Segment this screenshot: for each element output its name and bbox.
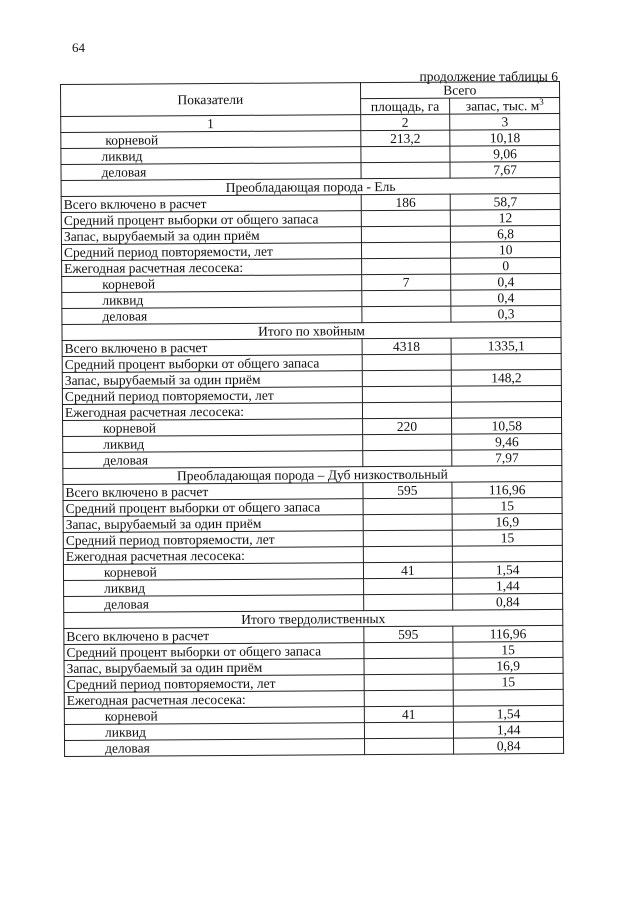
row-stock: 6,8 — [451, 225, 561, 242]
row-area — [363, 578, 453, 595]
row-indicator: Ежегодная расчетная лесосека: — [64, 691, 364, 709]
header-stock — [450, 97, 560, 114]
row-area — [362, 434, 452, 451]
row-area: 7 — [361, 274, 451, 291]
row-area — [363, 642, 453, 659]
row-indicator: корневой — [64, 707, 364, 725]
row-area — [363, 498, 453, 515]
row-area — [363, 530, 453, 547]
row-stock: 0,4 — [451, 289, 561, 306]
row-indicator: Всего включено в расчет — [62, 339, 362, 357]
column-number-2: 2 — [360, 114, 450, 131]
row-indicator: корневой — [62, 275, 362, 293]
row-area — [362, 402, 452, 419]
row-area — [363, 546, 453, 563]
header-area: площадь, га — [360, 98, 450, 115]
row-indicator: Средний период повторяемости, лет — [61, 243, 361, 261]
row-stock: 116,96 — [453, 625, 563, 642]
row-area: 595 — [362, 482, 452, 499]
row-area: 213,2 — [360, 130, 450, 147]
row-indicator: Запас, вырубаемый за один приём — [62, 371, 362, 389]
row-area — [361, 290, 451, 307]
row-area: 220 — [362, 418, 452, 435]
row-area — [363, 514, 453, 531]
row-stock: 15 — [453, 673, 563, 690]
row-indicator: Всего включено в расчет — [63, 483, 363, 501]
row-area: 4318 — [362, 338, 452, 355]
row-indicator: Всего включено в расчет — [64, 627, 364, 645]
row-area — [364, 690, 454, 707]
row-area — [362, 370, 452, 387]
row-stock: 10,58 — [452, 417, 562, 434]
row-stock: 1,44 — [454, 721, 564, 738]
row-area — [361, 242, 451, 259]
row-stock: 9,06 — [450, 145, 560, 162]
row-indicator: Средний процент выборки от общего запаса — [64, 643, 364, 661]
row-stock — [452, 385, 562, 402]
section-title: Преобладающая порода – Дуб низкоствольный — [63, 465, 562, 484]
row-indicator: Средний процент выборки от общего запаса — [61, 211, 361, 229]
row-indicator: деловая — [64, 595, 364, 613]
row-indicator: Средний период повторяемости, лет — [63, 531, 363, 549]
row-indicator: ликвид — [63, 435, 363, 453]
section-title: Итого твердолиственных — [64, 609, 563, 628]
row-area — [361, 210, 451, 227]
row-indicator: Ежегодная расчетная лесосека: — [63, 547, 363, 565]
row-stock: 0,84 — [454, 737, 564, 754]
forest-data-table — [60, 81, 564, 757]
header-total: Всего — [360, 81, 560, 98]
row-area — [363, 594, 453, 611]
row-indicator: ликвид — [64, 723, 364, 741]
row-area — [364, 658, 454, 675]
row-indicator: Ежегодная расчетная лесосека: — [62, 259, 362, 277]
row-area — [364, 738, 454, 755]
row-area — [364, 722, 454, 739]
row-stock: 0,3 — [451, 305, 561, 322]
row-stock: 15 — [452, 497, 562, 514]
row-indicator: Средний период повторяемости, лет — [62, 387, 362, 405]
row-area — [362, 386, 452, 403]
row-area — [362, 354, 452, 371]
table-body — [61, 129, 564, 756]
row-stock: 10,18 — [450, 129, 560, 146]
row-stock: 16,9 — [453, 657, 563, 674]
row-area — [362, 450, 452, 467]
row-indicator: ликвид — [61, 147, 361, 165]
row-stock: 58,7 — [450, 193, 560, 210]
row-indicator: ликвид — [62, 291, 362, 309]
row-indicator: Запас, вырубаемый за один приём — [61, 227, 361, 245]
row-stock: 0,84 — [453, 593, 563, 610]
row-indicator: деловая — [65, 739, 365, 757]
row-area — [361, 162, 451, 179]
row-stock: 12 — [451, 209, 561, 226]
row-area: 41 — [364, 706, 454, 723]
row-indicator: Всего включено в расчет — [61, 195, 361, 213]
row-area: 186 — [361, 194, 451, 211]
row-indicator: Средний период повторяемости, лет — [64, 675, 364, 693]
row-indicator: Запас, вырубаемый за один приём — [63, 515, 363, 533]
row-indicator: Ежегодная расчетная лесосека: — [62, 403, 362, 421]
row-area — [361, 258, 451, 275]
row-area: 595 — [363, 626, 453, 643]
table-header — [61, 81, 560, 132]
header-indicators: Показатели — [61, 83, 361, 117]
table-continuation-caption: продолжение таблицы 6 — [419, 69, 558, 84]
row-stock: 7,97 — [452, 449, 562, 466]
row-stock: 15 — [453, 529, 563, 546]
row-stock: 10 — [451, 241, 561, 258]
row-stock — [451, 353, 561, 370]
row-stock: 9,46 — [452, 433, 562, 450]
row-stock: 1335,1 — [451, 337, 561, 354]
row-stock: 15 — [453, 641, 563, 658]
row-area — [364, 674, 454, 691]
header-stock-label: запас, тыс. м — [465, 98, 540, 114]
row-indicator: деловая — [61, 163, 361, 181]
column-number-3: 3 — [450, 113, 560, 130]
row-indicator: корневой — [61, 131, 361, 149]
table-row — [65, 737, 564, 756]
page-number: 64 — [72, 40, 85, 55]
row-indicator: Средний процент выборки от общего запаса — [62, 355, 362, 373]
row-indicator: Средний процент выборки от общего запаса — [63, 499, 363, 517]
row-area — [361, 306, 451, 323]
row-area: 41 — [363, 562, 453, 579]
section-title: Итого по хвойным — [62, 321, 561, 340]
row-stock — [452, 401, 562, 418]
row-stock — [454, 689, 564, 706]
row-stock: 1,44 — [453, 577, 563, 594]
row-stock: 1,54 — [454, 705, 564, 722]
row-stock: 0,4 — [451, 273, 561, 290]
section-title: Преобладающая порода - Ель — [61, 177, 560, 196]
row-stock: 7,67 — [450, 161, 560, 178]
row-stock: 1,54 — [453, 561, 563, 578]
row-stock: 0 — [451, 257, 561, 274]
header-stock-superscript: 3 — [539, 96, 544, 107]
row-indicator: корневой — [63, 419, 363, 437]
row-stock: 16,9 — [452, 513, 562, 530]
row-indicator: деловая — [62, 307, 362, 325]
row-area — [360, 146, 450, 163]
row-stock — [453, 545, 563, 562]
row-indicator: Запас, вырубаемый за один приём — [64, 659, 364, 677]
row-stock: 148,2 — [452, 369, 562, 386]
row-indicator: ликвид — [64, 579, 364, 597]
row-area — [361, 226, 451, 243]
row-indicator: корневой — [63, 563, 363, 581]
row-stock: 116,96 — [452, 481, 562, 498]
column-number-1: 1 — [61, 115, 361, 133]
row-indicator: деловая — [63, 451, 363, 469]
